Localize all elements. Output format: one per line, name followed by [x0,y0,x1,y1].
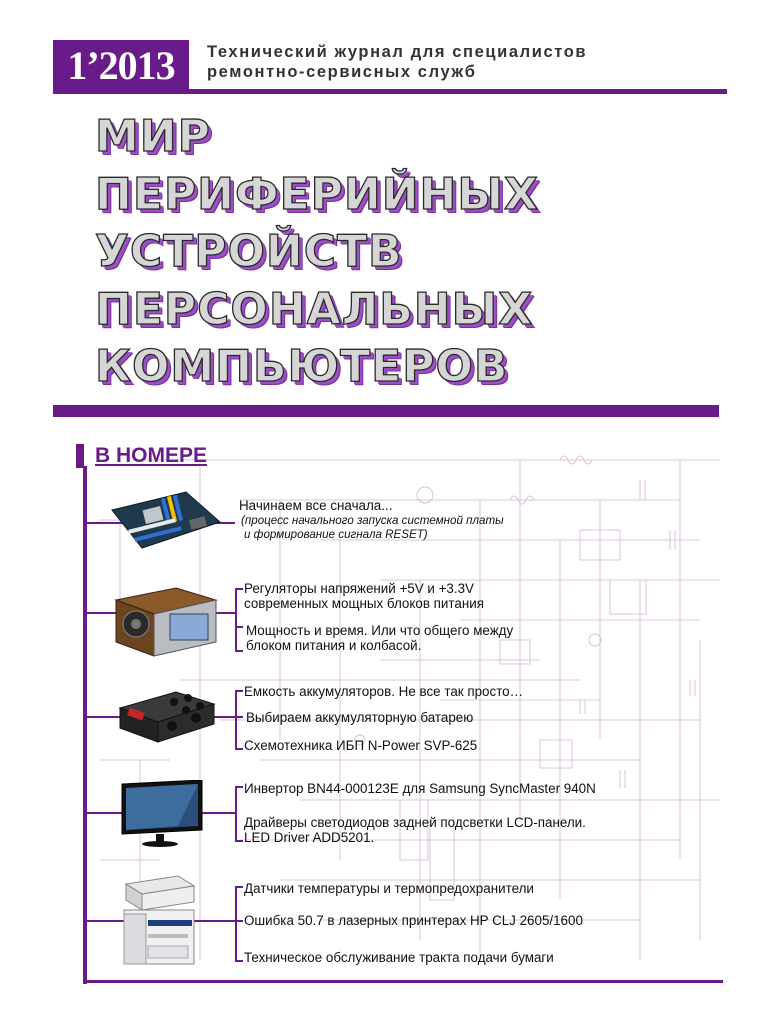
magazine-subtitle [207,42,707,82]
laser-printer-icon [118,874,198,970]
title-line-3: УСТРОЙСТВ [95,226,403,277]
connector-bracket [235,886,243,962]
issue-badge: 1’2013 [53,40,189,92]
connector-tick [235,716,243,718]
header-rule [53,89,727,94]
connector-tick [235,920,243,922]
magazine-title [95,108,655,396]
article-title: Начинаем все сначала... [239,498,393,513]
title-rule [53,405,719,417]
bottom-rule [83,980,723,983]
heading-label: В НОМЕРЕ [95,444,208,467]
connector-tick [235,626,243,628]
article-title: Емкость аккумуляторов. Не все так просто… [244,684,524,699]
article-note: (процесс начального запуска системной платы [241,514,504,527]
title-line-4: ПЕРСОНАЛЬНЫХ [95,283,534,335]
article-title: Драйверы светодиодов задней подсветки LCD-панели. [244,815,586,830]
connector-bracket [235,690,243,750]
lcd-monitor-icon [118,780,206,850]
connector-bracket [235,786,243,842]
subtitle-line-1: Технический журнал для специалистов [207,43,588,61]
title-line-5: КОМПЬЮТЕРОВ [95,341,509,392]
article-title: Схемотехника ИБП N-Power SVP-625 [244,738,478,753]
article-note: и формирование сигнала RESET) [244,528,428,541]
article-title: блоком питания и колбасой. [246,638,422,653]
article-title: Выбираем аккумуляторную батарею [246,710,474,725]
contents-rail [83,466,87,984]
title-line-1: МИР [95,111,211,162]
power-supply-icon [114,586,218,658]
article-title: Техническое обслуживание тракта подачи бумаги [244,950,554,965]
article-title: Ошибка 50.7 в лазерных принтерах HP CLJ 2605/1600 [244,913,583,928]
article-title: LED Driver ADD5201. [244,830,375,845]
article-title: Регуляторы напряжений +5V и +3.3V [244,581,474,596]
title-line-2: ПЕРИФЕРИЙНЫХ [95,168,539,220]
subtitle-line-2: ремонтно-сервисных служб [207,63,477,81]
connector-bracket [235,588,243,652]
article-title: Инвертор BN44-000123E для Samsung SyncMaster 940N [244,781,596,796]
motherboard-icon [106,488,224,552]
article-title: современных мощных блоков питания [244,596,484,611]
article-title: Мощность и время. Или что общего между [246,623,514,638]
heading-bar [76,444,84,468]
ups-icon [116,686,216,744]
article-title: Датчики температуры и термопредохранители [244,881,534,896]
